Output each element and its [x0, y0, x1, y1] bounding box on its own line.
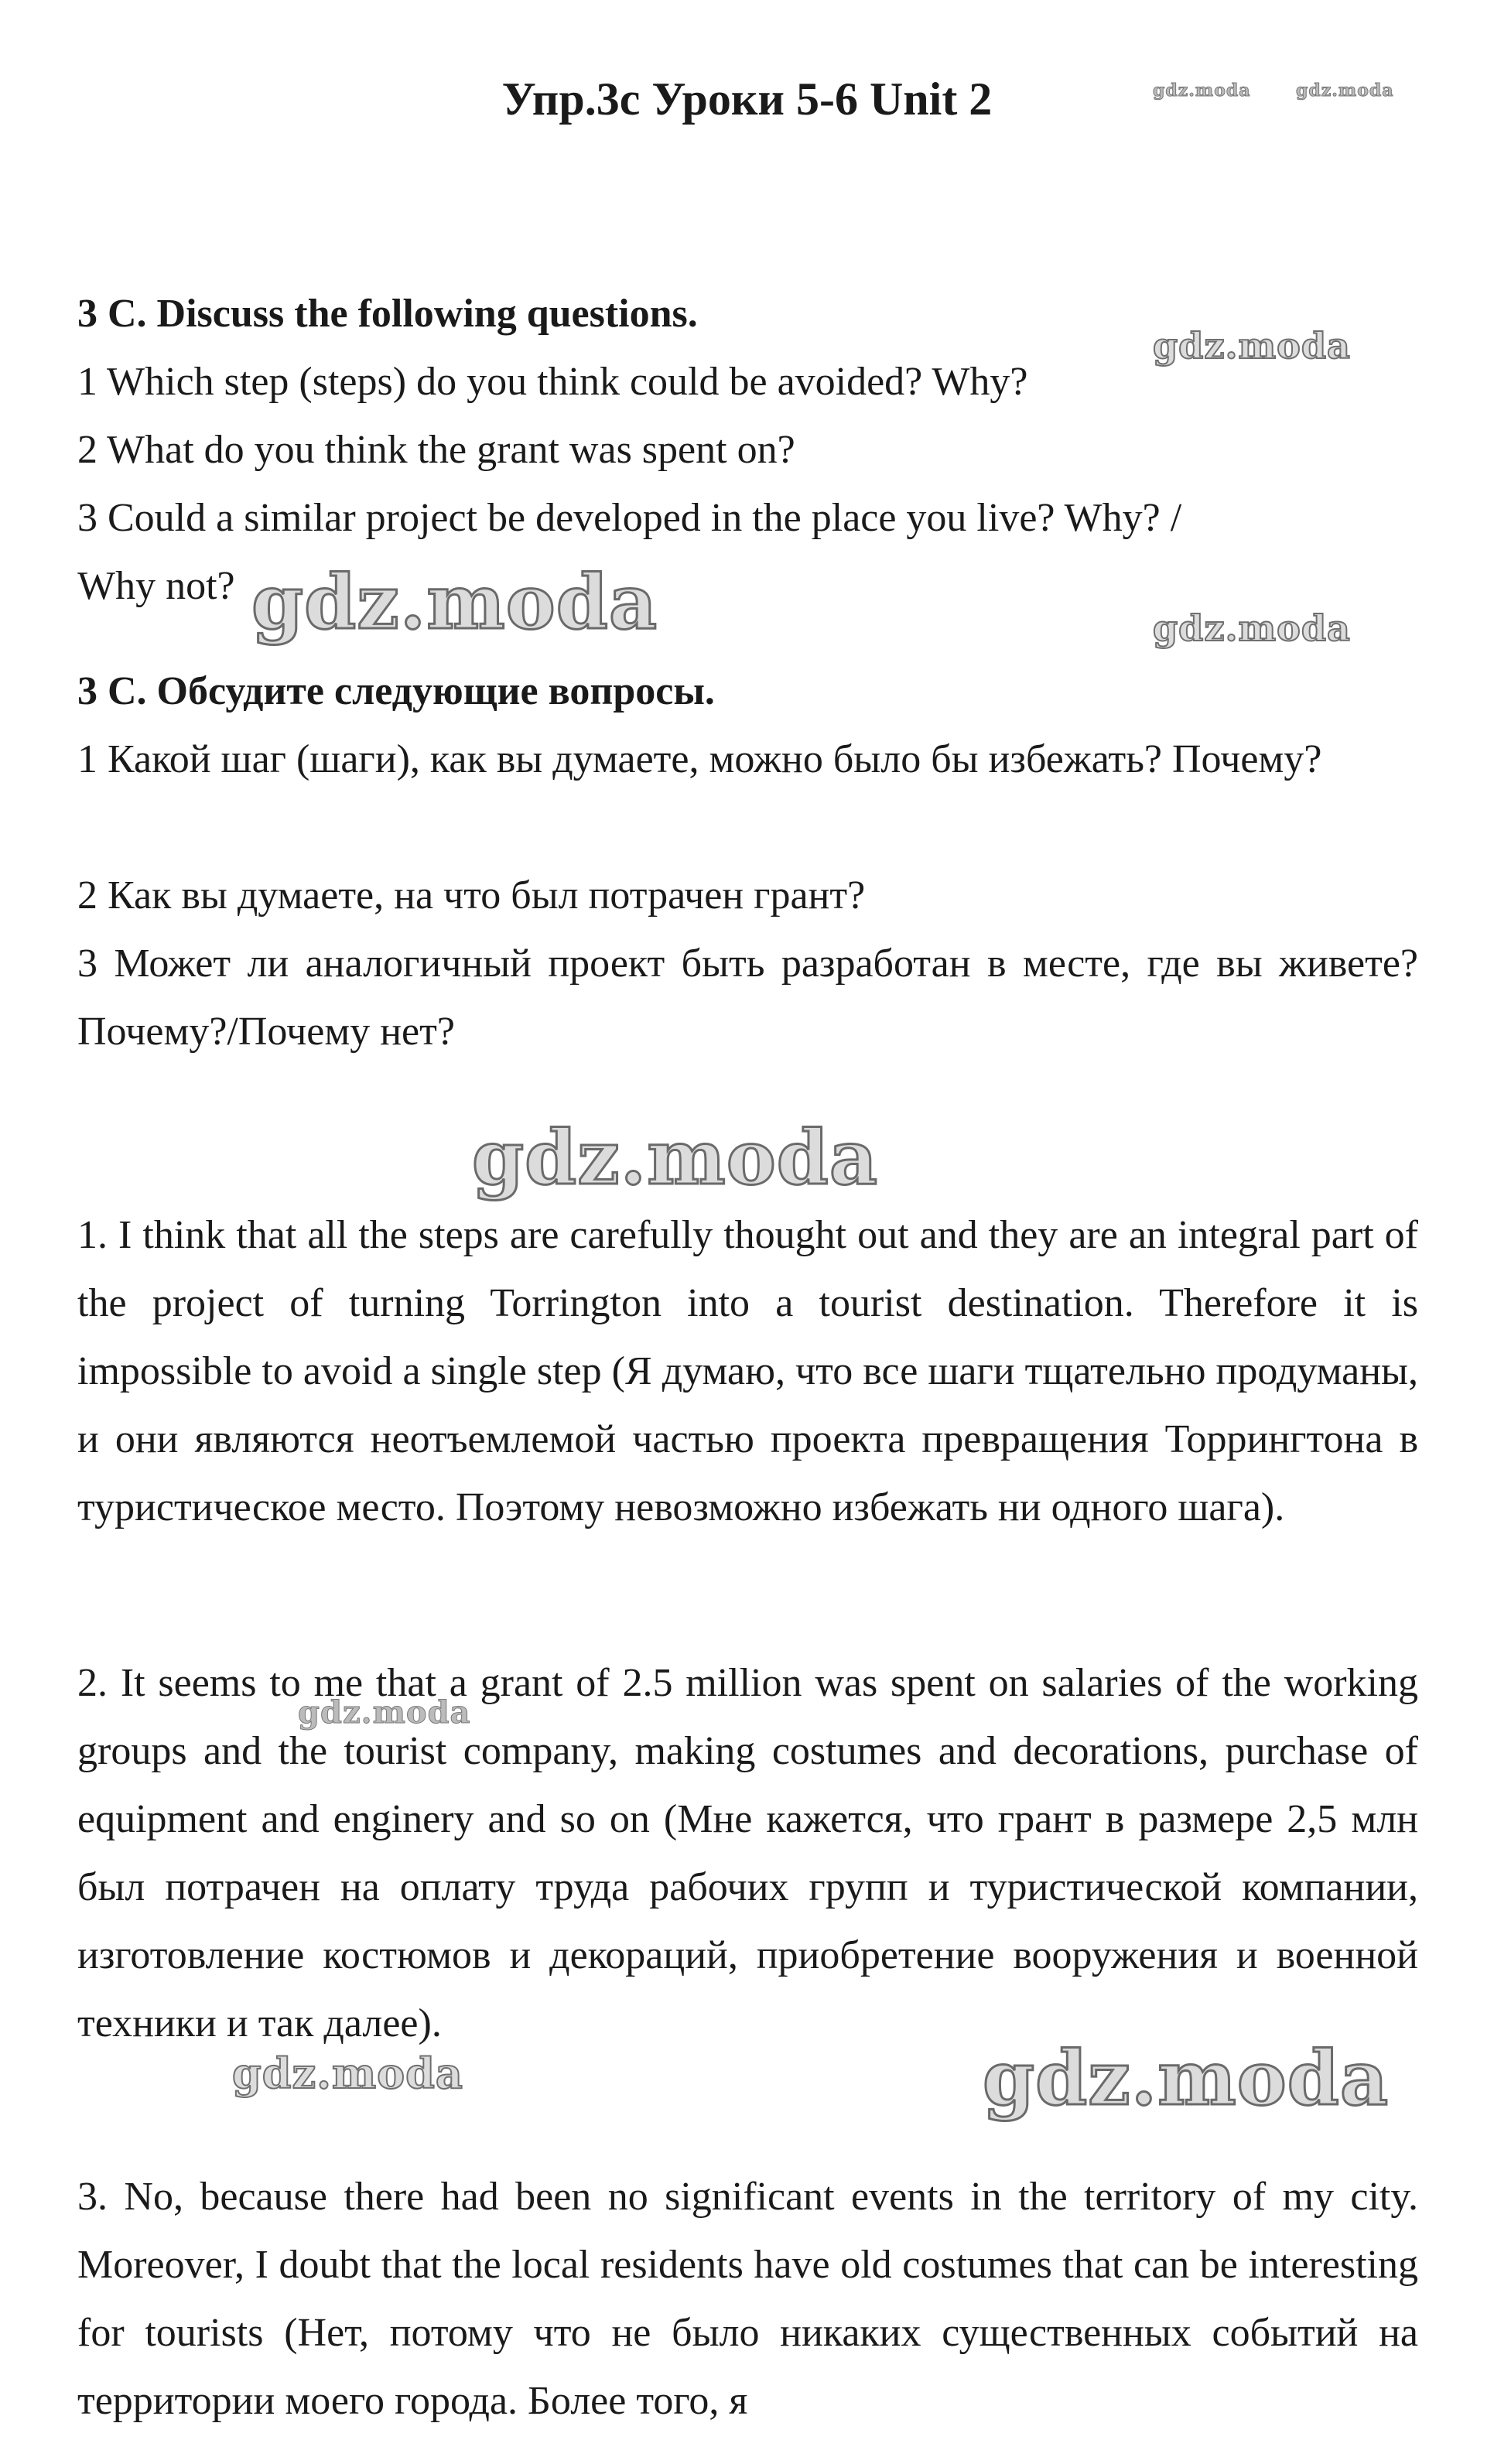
watermark-logo: gdz.moda — [1153, 80, 1251, 101]
task-english — [77, 280, 1418, 620]
question-3-en-line-1: 3 Could a similar project be developed in the place you live? Why? / — [77, 496, 1182, 540]
task-heading-en: 3 C. Discuss the following questions. — [77, 292, 698, 336]
watermark-logo: gdz.moda — [1153, 607, 1351, 649]
task-heading-ru: 3 C. Обсудите следующие вопросы. — [77, 669, 715, 713]
watermark-logo: gdz.moda — [1153, 325, 1351, 367]
answer-2: 2. It seems to me that a grant of 2.5 million was spent on salaries of the working groups and the tourist company, making costumes and decorations, purchase of equipment and enginery and so on (Мне кажется, что грант в размере 2,5 млн был потрачен на оплату труда рабочих групп и туристической компании, изготовление костюмов и декораций, приобретение вооружения и военной техники и так далее). — [77, 1661, 1418, 2045]
watermark-logo: gdz.moda — [232, 2049, 463, 2098]
question-3-en-line-2: Why not? — [77, 564, 235, 608]
question-1-ru: 1 Какой шаг (шаги), как вы думаете, можно было бы избежать? Почему? — [77, 737, 1322, 781]
watermark-logo: gdz.moda — [472, 1114, 879, 1201]
page-title: Упр.3c Уроки 5-6 Unit 2 — [501, 73, 993, 125]
question-2-en: 2 What do you think the grant was spent on? — [77, 428, 795, 472]
question-1-en: 1 Which step (steps) do you think could be avoided? Why? — [77, 360, 1028, 404]
question-3-ru: 3 Может ли аналогичный проект быть разработан в месте, где вы живете? Почему?/Почему нет? — [77, 942, 1418, 1054]
watermark-logo: gdz.moda — [983, 2035, 1390, 2122]
watermark-logo: gdz.moda — [298, 1694, 471, 1731]
watermark-logo: gdz.moda — [251, 559, 658, 646]
answer-1: 1. I think that all the steps are carefully thought out and they are an integral part of the project of turning Torrington into a tourist destination. Therefore it is impossible to avoid a single step (Я думаю, что все шаги тщательно продуманы, и они являются неотъемлемой частью проекта превращения Торрингтона в туристическое место. Поэтому невозможно избежать ни одного шага). — [77, 1213, 1418, 1529]
question-2-ru: 2 Как вы думаете, на что был потрачен грант? — [77, 873, 866, 918]
watermark-logo: gdz.moda — [1296, 80, 1394, 101]
answer-3: 3. No, because there had been no significant events in the territory of my city. Moreover, I doubt that the local residents have old costumes that can be interesting for tourists (Нет, потому что не было никаких существенных событий на территории моего города. Более того, я — [77, 2175, 1418, 2423]
task-russian — [77, 658, 1418, 726]
